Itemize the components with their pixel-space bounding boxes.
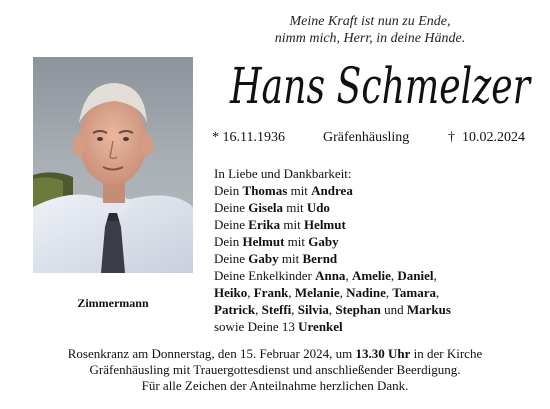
mourner-line	[214, 284, 534, 301]
mourner-name: Amelie	[351, 268, 391, 283]
mourner-name: Gaby	[308, 234, 339, 249]
mourner-name: Melanie	[294, 285, 340, 300]
mourner-text: ,	[288, 285, 295, 300]
mourner-name: Heiko	[214, 285, 248, 300]
mourner-name: Silvia	[297, 302, 329, 317]
mourner-text: Deine	[214, 200, 249, 215]
mourner-line	[214, 318, 534, 335]
mourner-name: Anna	[315, 268, 346, 283]
mourner-name: Nadine	[346, 285, 386, 300]
birth-symbol: *	[212, 130, 219, 145]
mourner-text: ,	[247, 285, 254, 300]
mourner-name: Erika	[248, 217, 281, 232]
mourner-line	[214, 216, 534, 233]
death-date: † 10.02.2024	[448, 130, 525, 145]
service-time: 13.30 Uhr	[355, 346, 411, 361]
mourner-name: Gisela	[248, 200, 283, 215]
mourner-name: Steffi	[261, 302, 292, 317]
mourner-name: Stephan	[335, 302, 381, 317]
deceased-name-text: Hans Schmelzer	[229, 57, 533, 115]
mourners-intro: In Liebe und Dankbarkeit:	[214, 166, 352, 181]
quote-line-2: nimm mich, Herr, in deine Hände.	[274, 31, 466, 46]
mourner-line	[214, 182, 534, 199]
mourner-text: mit	[287, 183, 312, 198]
mourner-text: Deine	[214, 217, 249, 232]
mourner-name: Frank	[253, 285, 289, 300]
mourner-name: Patrick	[214, 302, 256, 317]
mourners-list	[214, 165, 534, 335]
quote-line-1: Meine Kraft ist nun zu Ende,	[289, 14, 451, 29]
mourner-text: Deine Enkelkinder	[214, 268, 316, 283]
mourner-text: ,	[390, 268, 398, 283]
deceased-name	[220, 45, 540, 125]
cross-symbol: †	[448, 130, 455, 145]
mourner-line	[214, 199, 534, 216]
mourner-text: ,	[433, 268, 437, 283]
mourner-name: Tamara	[392, 285, 436, 300]
mourner-name: Urenkel	[298, 319, 343, 334]
mourner-text: ,	[291, 302, 298, 317]
mourner-text: mit	[284, 234, 309, 249]
mourner-name: Gaby	[248, 251, 279, 266]
mourner-text: ,	[255, 302, 262, 317]
life-dates	[212, 130, 532, 150]
mourner-name: Helmut	[242, 234, 285, 249]
mourner-text: mit	[278, 251, 303, 266]
birth-date: * 16.11.1936	[212, 130, 285, 145]
mourner-lines	[214, 182, 534, 335]
mourner-text: mit	[282, 200, 307, 215]
mourner-name: Thomas	[242, 183, 288, 198]
thanks-line: Für alle Zeichen der Anteilnahme herzlichen Dank.	[141, 378, 409, 393]
mourner-line	[214, 267, 534, 284]
mourner-line	[214, 250, 534, 267]
mourner-text: ,	[345, 268, 352, 283]
portrait-photo	[33, 57, 193, 273]
home-place: Gräfenhäusling	[323, 130, 410, 145]
mourner-text: mit	[280, 217, 304, 232]
mourner-text: ,	[328, 302, 336, 317]
mourner-name: Helmut	[303, 217, 346, 232]
mourner-text: ,	[339, 285, 347, 300]
mourner-text: sowie Deine 13	[214, 319, 299, 334]
mourner-name: Bernd	[302, 251, 338, 266]
mourner-name: Daniel	[397, 268, 434, 283]
mourner-text: Dein	[214, 183, 243, 198]
mourner-text: und	[380, 302, 407, 317]
service-line-2: Gräfenhäusling mit Trauergottesdienst und anschließender Beerdigung.	[89, 362, 461, 377]
mourner-text: ,	[435, 285, 440, 300]
service-line-1: Rosenkranz am Donnerstag, den 15. Februar 2024, um 13.30 Uhr in der Kirche	[67, 346, 483, 361]
mourner-name: Udo	[306, 200, 330, 215]
mourner-line	[214, 301, 534, 318]
occupation-caption: Zimmermann	[77, 296, 149, 310]
bible-quote	[230, 13, 510, 47]
mourner-line	[214, 233, 534, 250]
mourner-text: ,	[385, 285, 393, 300]
mourner-name: Markus	[406, 302, 451, 317]
service-announcement	[20, 346, 530, 394]
mourner-text: Deine	[214, 251, 249, 266]
mourner-text: Dein	[214, 234, 243, 249]
mourner-name: Andrea	[311, 183, 353, 198]
